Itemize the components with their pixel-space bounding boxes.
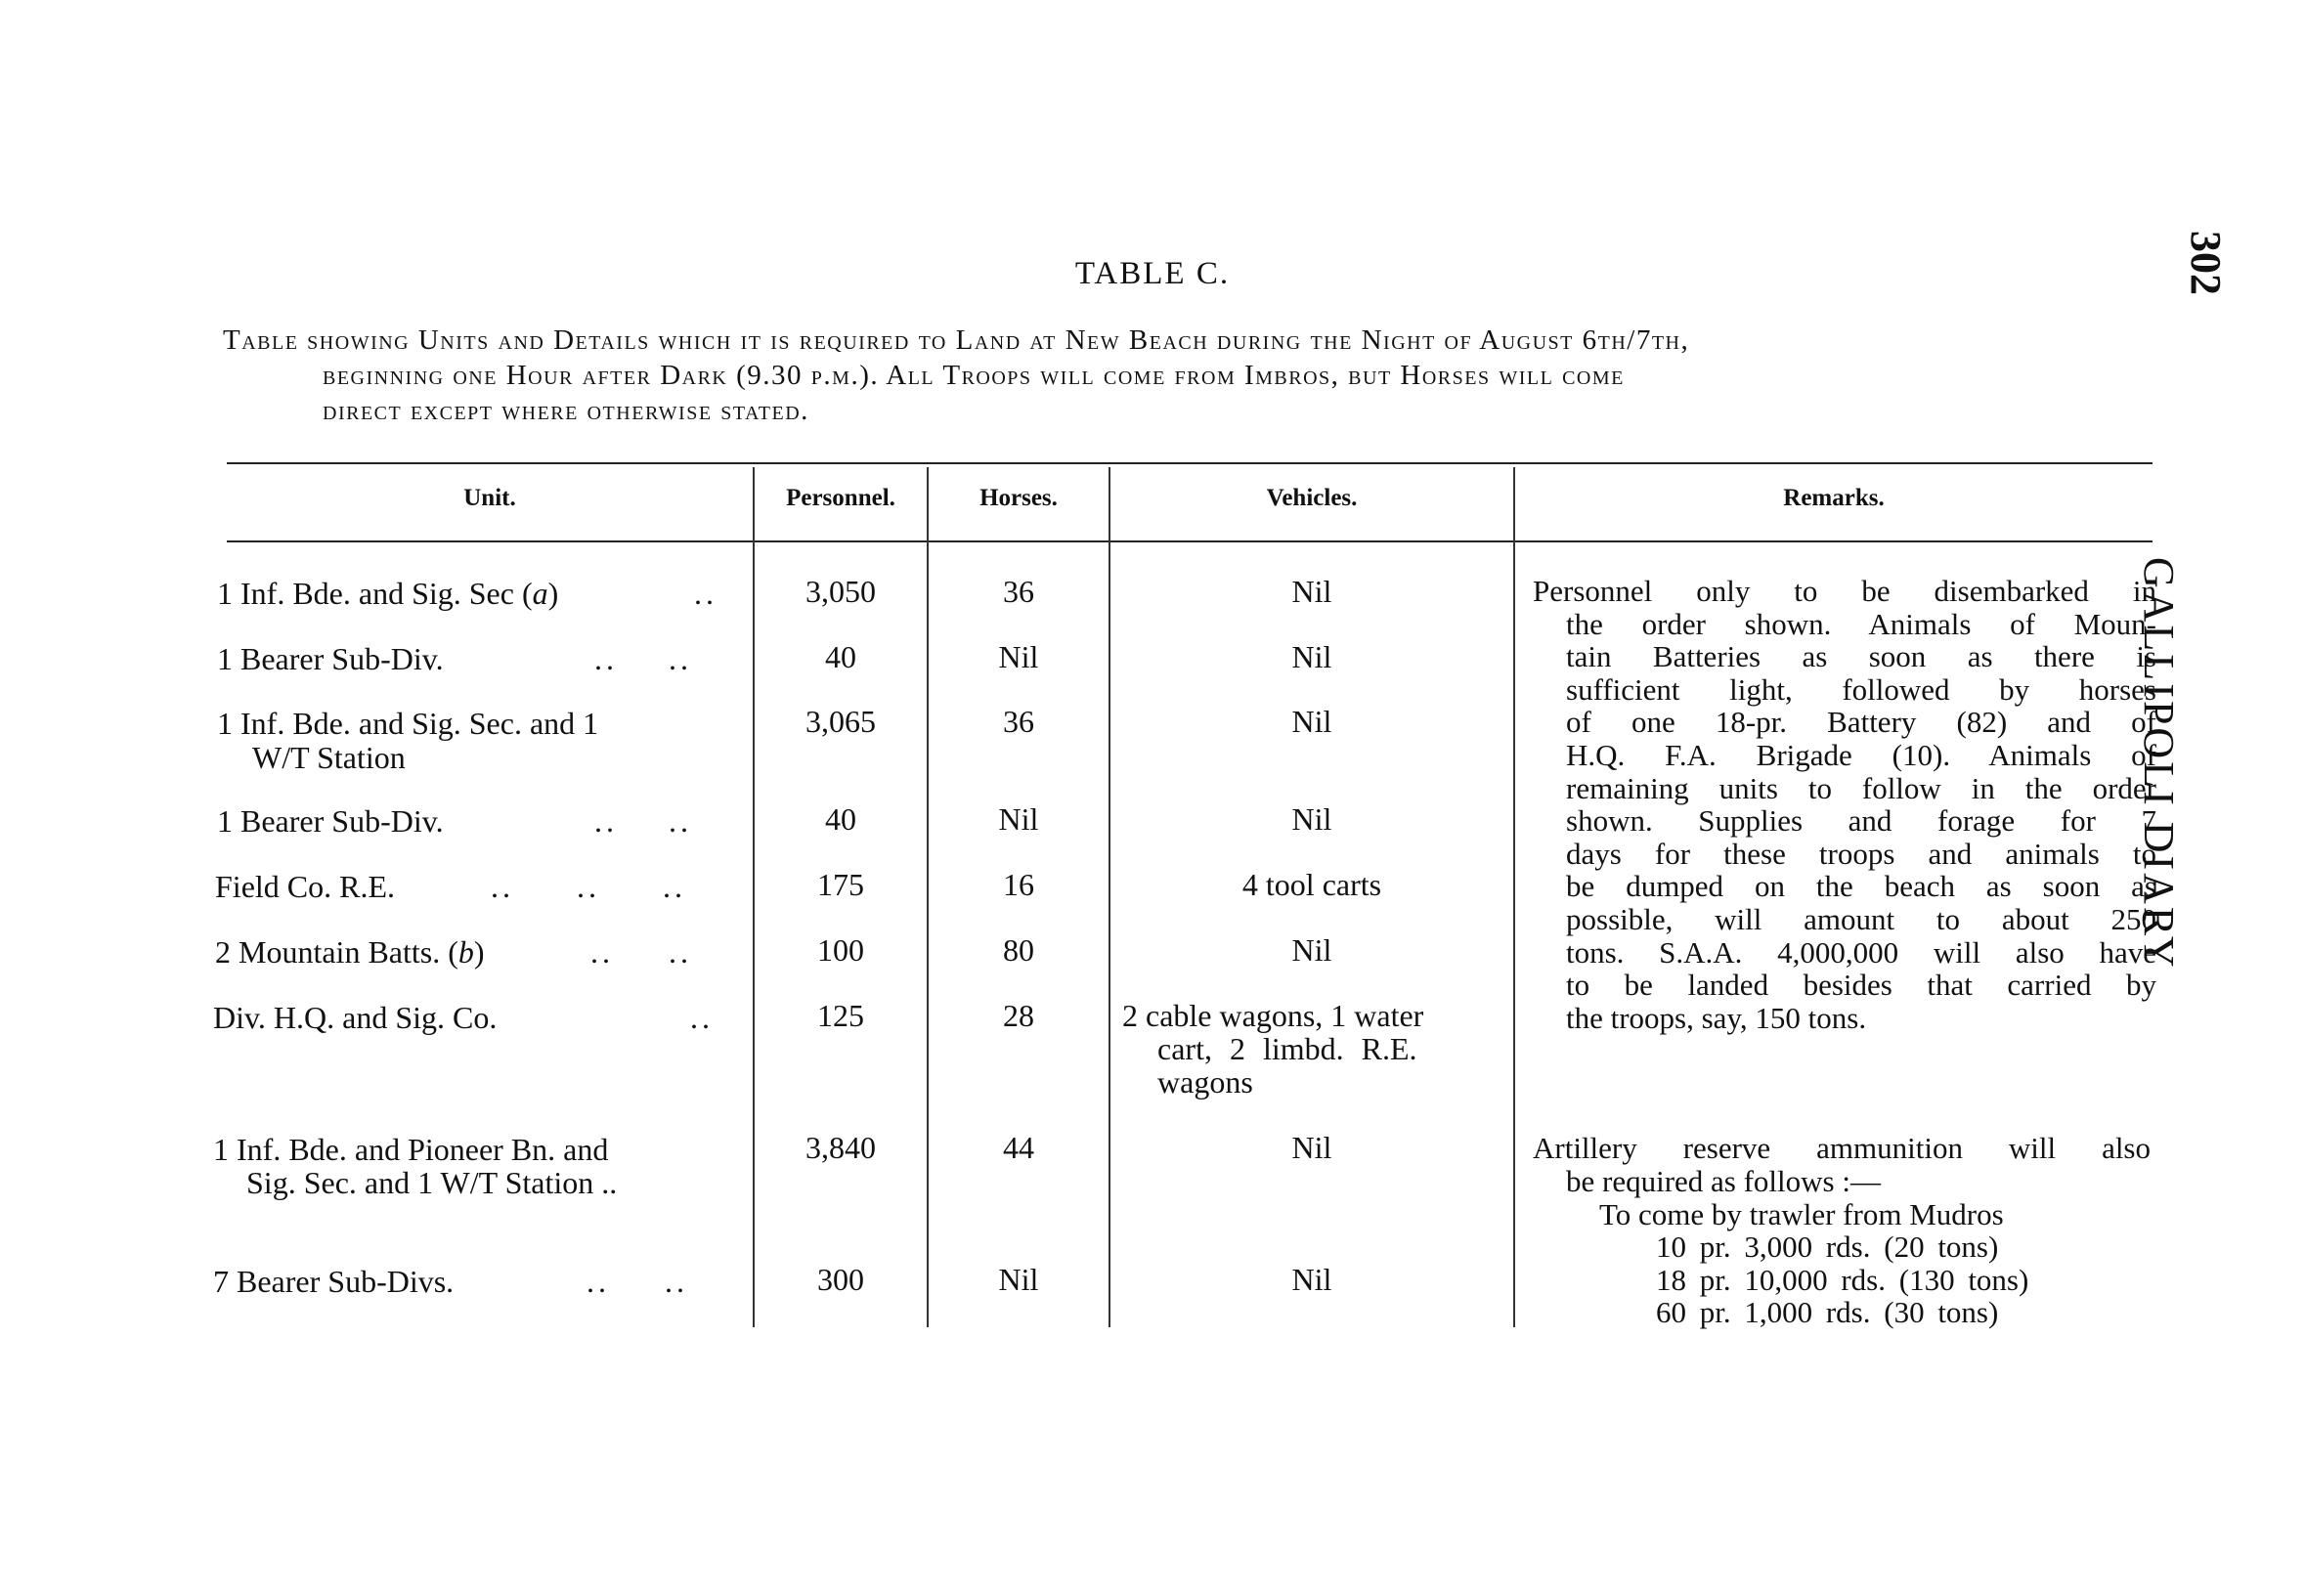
column-header-unit: Unit. — [463, 485, 516, 511]
unit-label: 1 Inf. Bde. and Sig. Sec (a) — [217, 576, 559, 611]
remark-line: shown. Supplies and forage for 7 — [1566, 803, 2156, 838]
remark-line: be dumped on the beach as soon as — [1566, 869, 2156, 903]
table-row-9-vehicles: Nil — [1291, 1262, 1332, 1297]
table-row-8-unit: 1 Inf. Bde. and Pioneer Bn. and — [213, 1132, 609, 1167]
leader-dots: .. .. — [594, 641, 692, 676]
table-row-9-personnel: 300 — [817, 1262, 864, 1297]
table-row-4-horses: Nil — [998, 801, 1039, 837]
table-row-7-vehicles-continued-2: wagons — [1157, 1064, 1253, 1100]
leader-dots: .. — [694, 576, 718, 611]
table-row-7-unit: Div. H.Q. and Sig. Co. — [213, 1000, 498, 1035]
table-row-3-horses: 36 — [1003, 704, 1034, 739]
table-caption-line-2: beginning one Hour after Dark (9.30 p.m.). All Troops will come from Imbros, but Horses will come — [323, 360, 1625, 391]
remark-line: tain Batteries as soon as there is — [1566, 639, 2156, 673]
remark-line: remaining units to follow in the order — [1566, 771, 2156, 805]
column-header-personnel: Personnel. — [786, 485, 895, 511]
table-row-8-personnel: 3,840 — [805, 1130, 876, 1165]
table-row-1-unit — [217, 577, 558, 610]
remark-line: possible, will amount to about 250 — [1566, 902, 2156, 936]
table-row-8-unit-continued: Sig. Sec. and 1 W/T Station .. — [246, 1165, 618, 1200]
remark-line: sufficient light, followed by horses — [1566, 672, 2156, 707]
table-row-3-unit-continued: W/T Station — [252, 740, 406, 775]
table-row-8-vehicles: Nil — [1291, 1130, 1332, 1165]
table-row-2-unit: 1 Bearer Sub-Div. — [217, 641, 444, 676]
remark-line: To come by trawler from Mudros — [1599, 1197, 2004, 1231]
leader-dots: .. .. — [587, 1264, 688, 1299]
remark-line: Artillery reserve ammunition will also — [1533, 1131, 2151, 1165]
table-caption-line-1: Table showing Units and Details which it is required to Land at New Beach during the Night of August 6th/7th, — [223, 324, 1690, 356]
table-row-1-horses: 36 — [1003, 574, 1034, 609]
table-row-7-personnel: 125 — [817, 998, 864, 1033]
table-row-7-vehicles-continued-1: cart, 2 limbd. R.E. — [1157, 1031, 1417, 1066]
remark-line: 18 pr. 10,000 rds. (130 tons) — [1656, 1263, 2029, 1297]
page-number: 302 — [2182, 231, 2230, 295]
table-header-rule — [227, 540, 2153, 542]
remark-line: be required as follows :— — [1566, 1164, 1881, 1198]
table-row-3-personnel: 3,065 — [805, 704, 876, 739]
remark-line: tons. S.A.A. 4,000,000 will also have — [1566, 935, 2156, 970]
table-row-6-vehicles: Nil — [1291, 932, 1332, 968]
remark-line: the troops, say, 150 tons. — [1566, 1001, 1867, 1035]
table-row-8-horses: 44 — [1003, 1130, 1034, 1165]
table-row-6-unit — [215, 935, 485, 969]
table-title: TABLE C. — [1074, 256, 1231, 291]
table-row-3-unit: 1 Inf. Bde. and Sig. Sec. and 1 — [217, 706, 599, 741]
table-row-7-horses: 28 — [1003, 998, 1034, 1033]
remark-line: H.Q. F.A. Brigade (10). Animals of — [1566, 738, 2156, 772]
table-row-4-unit: 1 Bearer Sub-Div. — [217, 803, 444, 839]
remark-line: of one 18-pr. Battery (82) and of — [1566, 705, 2156, 739]
table-row-2-horses: Nil — [998, 639, 1039, 674]
table-row-5-unit: Field Co. R.E. — [215, 869, 396, 904]
table-row-6-horses: 80 — [1003, 932, 1034, 968]
unit-label: 2 Mountain Batts. (b) — [215, 934, 485, 970]
table-row-9-unit: 7 Bearer Sub-Divs. — [213, 1264, 455, 1299]
table-row-3-vehicles: Nil — [1291, 704, 1332, 739]
remark-line: the order shown. Animals of Moun- — [1566, 607, 2156, 641]
remark-line: days for these troops and animals to — [1566, 837, 2156, 871]
table-row-5-personnel: 175 — [817, 867, 864, 902]
column-header-remarks: Remarks. — [1783, 485, 1885, 511]
table-row-2-vehicles: Nil — [1291, 639, 1332, 674]
leader-dots: .. .. — [594, 803, 692, 839]
table-row-1-vehicles: Nil — [1291, 574, 1332, 609]
table-row-9-horses: Nil — [998, 1262, 1039, 1297]
leader-dots: .. .. — [590, 934, 692, 970]
remark-line: Personnel only to be disembarked in — [1533, 574, 2156, 608]
table-row-5-horses: 16 — [1003, 867, 1034, 902]
leader-dots: .. .. .. — [491, 869, 686, 904]
table-caption-line-3: direct except where otherwise stated. — [323, 395, 809, 426]
table-row-4-vehicles: Nil — [1291, 801, 1332, 837]
running-head: GALLIPOLI DIARY — [2135, 557, 2183, 971]
table-row-4-personnel: 40 — [825, 801, 856, 837]
table-row-7-vehicles: 2 cable wagons, 1 water — [1122, 998, 1424, 1033]
column-divider-4 — [1513, 467, 1515, 1327]
table-top-rule — [227, 462, 2153, 464]
remark-line: 60 pr. 1,000 rds. (30 tons) — [1656, 1295, 1999, 1329]
table-row-6-personnel: 100 — [817, 932, 864, 968]
remark-line: to be landed besides that carried by — [1566, 968, 2156, 1002]
column-header-horses: Horses. — [979, 485, 1058, 511]
column-header-vehicles: Vehicles. — [1266, 485, 1358, 511]
table-row-2-personnel: 40 — [825, 639, 856, 674]
table-row-1-personnel: 3,050 — [805, 574, 876, 609]
remark-line: 10 pr. 3,000 rds. (20 tons) — [1656, 1229, 1999, 1264]
table-row-5-vehicles: 4 tool carts — [1241, 867, 1382, 902]
leader-dots: .. — [690, 1000, 714, 1035]
